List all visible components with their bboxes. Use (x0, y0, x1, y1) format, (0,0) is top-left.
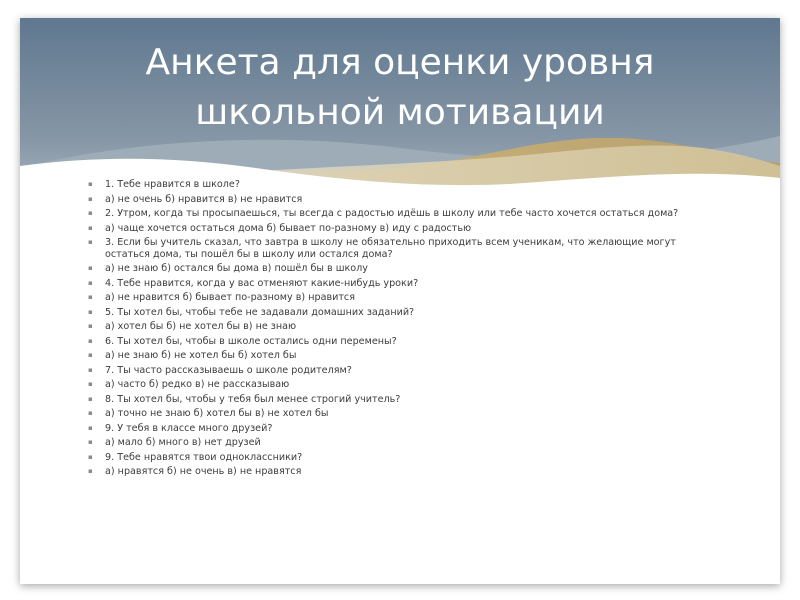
list-item-text: 8. Ты хотел бы, чтобы у тебя был менее строгий учитель? (105, 393, 401, 405)
bullet-icon: ▪ (88, 223, 93, 232)
bullet-icon: ▪ (88, 278, 93, 287)
list-item (88, 350, 698, 362)
bullet-icon: ▪ (88, 293, 93, 301)
list-item (88, 437, 698, 449)
list-item (88, 237, 698, 260)
bullet-icon: ▪ (88, 351, 93, 359)
bullet-icon: ▪ (88, 438, 93, 446)
list-item (88, 365, 698, 377)
list-item-text: 6. Ты хотел бы, чтобы в школе остались одни перемены? (105, 335, 397, 347)
bullet-icon: ▪ (88, 209, 93, 217)
list-item-text: 5. Ты хотел бы, чтобы тебе не задавали домашних заданий? (105, 306, 415, 318)
list-item-text: а) не очень б) нравится в) не нравится (105, 193, 303, 205)
list-item (88, 336, 698, 348)
bullet-icon: ▪ (88, 238, 93, 246)
list-item-text: 2. Утром, когда ты просыпаешься, ты всегда с радостью идёшь в школу или тебе часто хочется остаться дома? (105, 208, 679, 219)
list-item (88, 292, 698, 304)
bullet-icon: ▪ (88, 380, 93, 388)
list-item-text: а) точно не знаю б) хотел бы в) не хотел бы (105, 408, 329, 419)
list-item (88, 208, 698, 220)
page-title (20, 38, 780, 138)
bullet-icon: ▪ (88, 180, 93, 188)
bullet-icon: ▪ (88, 394, 93, 403)
list-item (88, 423, 698, 435)
list-item (88, 466, 698, 478)
bullet-icon: ▪ (88, 322, 93, 330)
list-item (88, 278, 698, 290)
bullet-icon: ▪ (88, 452, 93, 461)
list-item (88, 379, 698, 391)
slide (20, 18, 780, 584)
list-item (88, 223, 698, 235)
bullet-icon: ▪ (88, 307, 93, 316)
list-item-text: а) чаще хочется остаться дома б) бывает по-разному в) иду с радостью (105, 222, 472, 234)
bullet-icon: ▪ (88, 409, 93, 417)
list-item-text: а) часто б) редко в) не рассказываю (105, 379, 290, 390)
list-item (88, 307, 698, 319)
list-item (88, 321, 698, 333)
list-item (88, 452, 698, 464)
title-line-2: школьной мотивации (195, 92, 605, 133)
bullet-icon: ▪ (88, 467, 93, 475)
list-item-text: а) не знаю б) не хотел бы б) хотел бы (105, 350, 297, 361)
list-item-text: 9. Тебе нравятся твои одноклассники? (105, 451, 303, 463)
list-item (88, 263, 698, 275)
bullet-icon: ▪ (88, 194, 93, 203)
list-item (88, 194, 698, 206)
bullet-icon: ▪ (88, 264, 93, 272)
list-item-text: 9. У тебя в классе много друзей? (105, 422, 273, 434)
list-item-text: 7. Ты часто рассказываешь о школе родителям? (105, 364, 352, 376)
list-item-text: а) не знаю б) остался бы дома в) пошёл бы в школу (105, 263, 368, 274)
list-item-text: а) мало б) много в) нет друзей (105, 437, 261, 448)
title-line-1: Анкета для оценки уровня (145, 42, 655, 83)
list-item-text: 1. Тебе нравится в школе? (105, 179, 240, 190)
list-item-text: 4. Тебе нравится, когда у вас отменяют какие-нибудь уроки? (105, 277, 419, 289)
list-item-text: а) не нравится б) бывает по-разному в) нравится (105, 292, 355, 303)
bullet-icon: ▪ (88, 336, 93, 345)
list-item-text: 3. Если бы учитель сказал, что завтра в школу не обязательно приходить всем ученикам, что желающие могут остаться дома, ты пошёл бы в школу или остался дома? (105, 237, 676, 260)
list-item (88, 179, 698, 191)
bullet-icon: ▪ (88, 423, 93, 432)
list-item-text: а) хотел бы б) не хотел бы в) не знаю (105, 321, 297, 332)
bullet-icon: ▪ (88, 365, 93, 374)
list-item (88, 394, 698, 406)
questionnaire-list (88, 179, 698, 481)
list-item (88, 408, 698, 420)
list-item-text: а) нравятся б) не очень в) не нравятся (105, 466, 302, 477)
